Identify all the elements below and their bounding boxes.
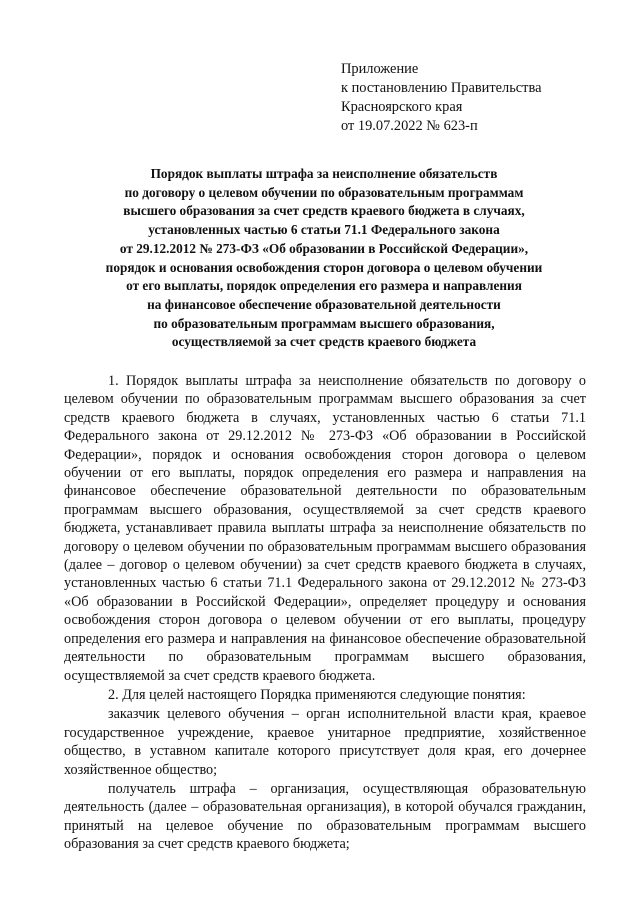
document-title — [64, 165, 584, 352]
paragraph-definition-customer: заказчик целевого обучения – орган исполнительной власти края, краевое государственное учреждение, краевое унитарное предприятие, хозяйственное общество, в уставном капитале которого присутствует доля края, его дочернее хозяйственное общество; — [64, 706, 586, 778]
title-line: от его выплаты, порядок определения его размера и направления — [126, 278, 522, 294]
title-line: порядок и основания освобождения сторон договора о целевом обучении — [105, 259, 543, 275]
title-line: на финансовое обеспечение образовательной деятельности — [147, 296, 501, 312]
document-body — [64, 372, 586, 854]
appendix-line: к постановлению Правительства — [341, 80, 542, 96]
title-line: осуществляемой за счет средств краевого бюджета — [171, 334, 477, 350]
appendix-line: Приложение — [341, 61, 419, 77]
paragraph-definition-recipient: получатель штрафа – организация, осуществляющая образовательную деятельность (далее – образовательная организация), в которой обучался гражданин, принятый на целевое обучение по образовательным программам высшего образования за счет средств краевого бюджета; — [64, 780, 586, 853]
title-line: Порядок выплаты штрафа за неисполнение обязательств — [150, 166, 498, 181]
title-line: установленных частью 6 статьи 71.1 Федерального закона — [148, 222, 500, 238]
title-line: по образовательным программам высшего образования, — [153, 315, 495, 331]
title-line: высшего образования за счет средств краевого бюджета в случаях, — [123, 203, 525, 219]
paragraph-2: 2. Для целей настоящего Порядка применяются следующие понятия: — [108, 686, 526, 703]
paragraph-1: 1. Порядок выплаты штрафа за неисполнение обязательств по договору о целевом обучении по образовательным программам высшего образования за счет средств краевого бюджета в случаях, установленных частью 6 статьи 71.1 Федерального закона от 29.12.2012 № 273-ФЗ «Об образовании в Российской Федерации», порядок и основания освобождения сторон договора о целевом обучении от его выплаты, порядок определения его размера и направления на финансовое обеспечение образовательной деятельности по образовательным программам высшего образования, осуществляемой за счет средств краевого бюджета, устанавливает правила выплаты штрафа за неисполнение обязательств по договору о целевом обучении по образовательным программам высшего образования (далее – договор о целевом обучении) за счет средств краевого бюджета в случаях, установленных частью 6 статьи 71.1 Федерального закона от 29.12.2012 № 273-ФЗ «Об образовании в Российской Федерации», определяет процедуру и основания освобождения сторон договора о целевом обучении от его выплаты, процедуру определения его размера и направления на финансовое обеспечение образовательной деятельности по образовательным программам высшего образования, осуществляемой за счет средств краевого бюджета. — [64, 373, 586, 684]
appendix-line: Красноярского края — [341, 99, 463, 115]
title-line: от 29.12.2012 № 273-ФЗ «Об образовании в Российской Федерации», — [119, 240, 529, 256]
appendix-line: от 19.07.2022 № 623-п — [341, 118, 478, 134]
title-line: по договору о целевом обучении по образовательным программам — [124, 184, 524, 200]
appendix-block — [341, 60, 601, 136]
